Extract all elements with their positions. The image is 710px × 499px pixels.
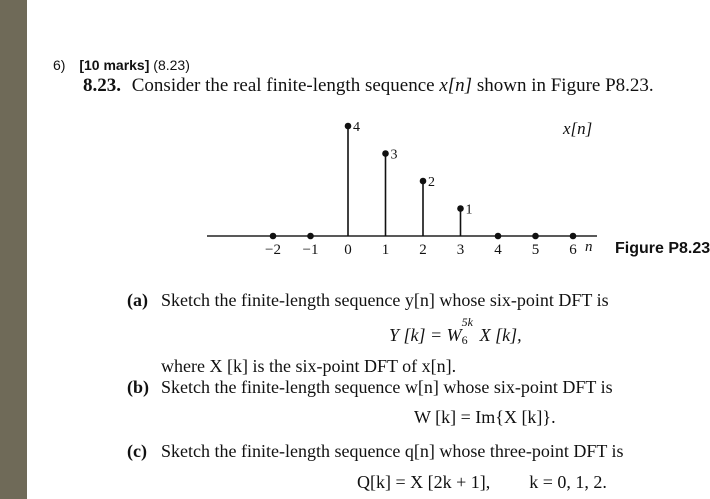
part-a-eq-rhs: X [k], xyxy=(479,325,522,345)
problem-tail: shown in Figure P8.23. xyxy=(476,75,654,96)
document-page xyxy=(27,0,710,499)
problem-intro: Consider the real finite-length sequence xyxy=(131,75,435,96)
part-b-label: (b) xyxy=(127,377,149,397)
stem-point xyxy=(495,233,502,240)
part-b-equation: W [k] = Im{X [k]}. xyxy=(414,407,556,427)
stem-point xyxy=(570,233,577,240)
stem-point xyxy=(420,178,427,185)
tick-label: 5 xyxy=(531,242,540,258)
part-a-eq-lhs: Y [k] = W xyxy=(389,325,462,345)
stem-point xyxy=(457,205,464,212)
value-label: 2 xyxy=(428,175,435,190)
tick-label: 3 xyxy=(456,242,465,258)
question-number: 6) xyxy=(53,57,66,73)
stem-plot xyxy=(197,112,617,257)
part-c-text: Sketch the finite-length sequence q[n] whose three-point DFT is xyxy=(161,441,624,461)
part-a-equation xyxy=(389,315,522,347)
part-c xyxy=(127,441,624,462)
problem-statement xyxy=(83,75,654,97)
part-a-eq-sup: 5k xyxy=(461,315,473,329)
stem-point xyxy=(532,233,539,240)
part-a-eq-sub: 6 xyxy=(461,333,468,347)
stem-point xyxy=(345,123,352,130)
tick-label: −1 xyxy=(302,242,319,258)
tick-label: 0 xyxy=(344,242,352,258)
figure-caption: Figure P8.23 xyxy=(615,240,710,257)
problem-seq: x[n] xyxy=(439,75,473,96)
tick-label: 1 xyxy=(381,242,390,258)
part-c-equation xyxy=(357,472,607,493)
problem-number: 8.23. xyxy=(83,75,121,96)
stem-point xyxy=(382,150,389,157)
part-c-eq-main: Q[k] = X [2k + 1], xyxy=(357,472,491,492)
part-b-text: Sketch the finite-length sequence w[n] whose six-point DFT is xyxy=(161,377,613,397)
part-c-label: (c) xyxy=(127,441,147,461)
part-a-note: where X [k] is the six-point DFT of x[n]. xyxy=(161,356,457,376)
tick-label: 6 xyxy=(569,242,577,258)
left-margin-bar xyxy=(0,0,27,499)
part-a-label: (a) xyxy=(127,290,148,310)
value-label: 1 xyxy=(465,202,473,218)
stem-point xyxy=(307,233,314,240)
axis-label-n: n xyxy=(585,239,593,255)
stem-point xyxy=(270,233,277,240)
part-c-eq-k: k = 0, 1, 2. xyxy=(529,472,607,492)
part-a-text: Sketch the finite-length sequence y[n] whose six-point DFT is xyxy=(161,290,609,310)
value-label: 3 xyxy=(390,147,398,163)
tick-label: −2 xyxy=(265,242,281,258)
tick-label: 2 xyxy=(419,242,427,258)
part-a xyxy=(127,290,609,311)
value-label: 4 xyxy=(353,120,360,135)
question-header xyxy=(53,57,190,73)
tick-label: 4 xyxy=(494,242,502,258)
question-ref: (8.23) xyxy=(153,57,190,73)
signal-label: x[n] xyxy=(563,119,593,138)
part-b xyxy=(127,377,613,398)
question-marks: [10 marks] xyxy=(79,57,150,73)
